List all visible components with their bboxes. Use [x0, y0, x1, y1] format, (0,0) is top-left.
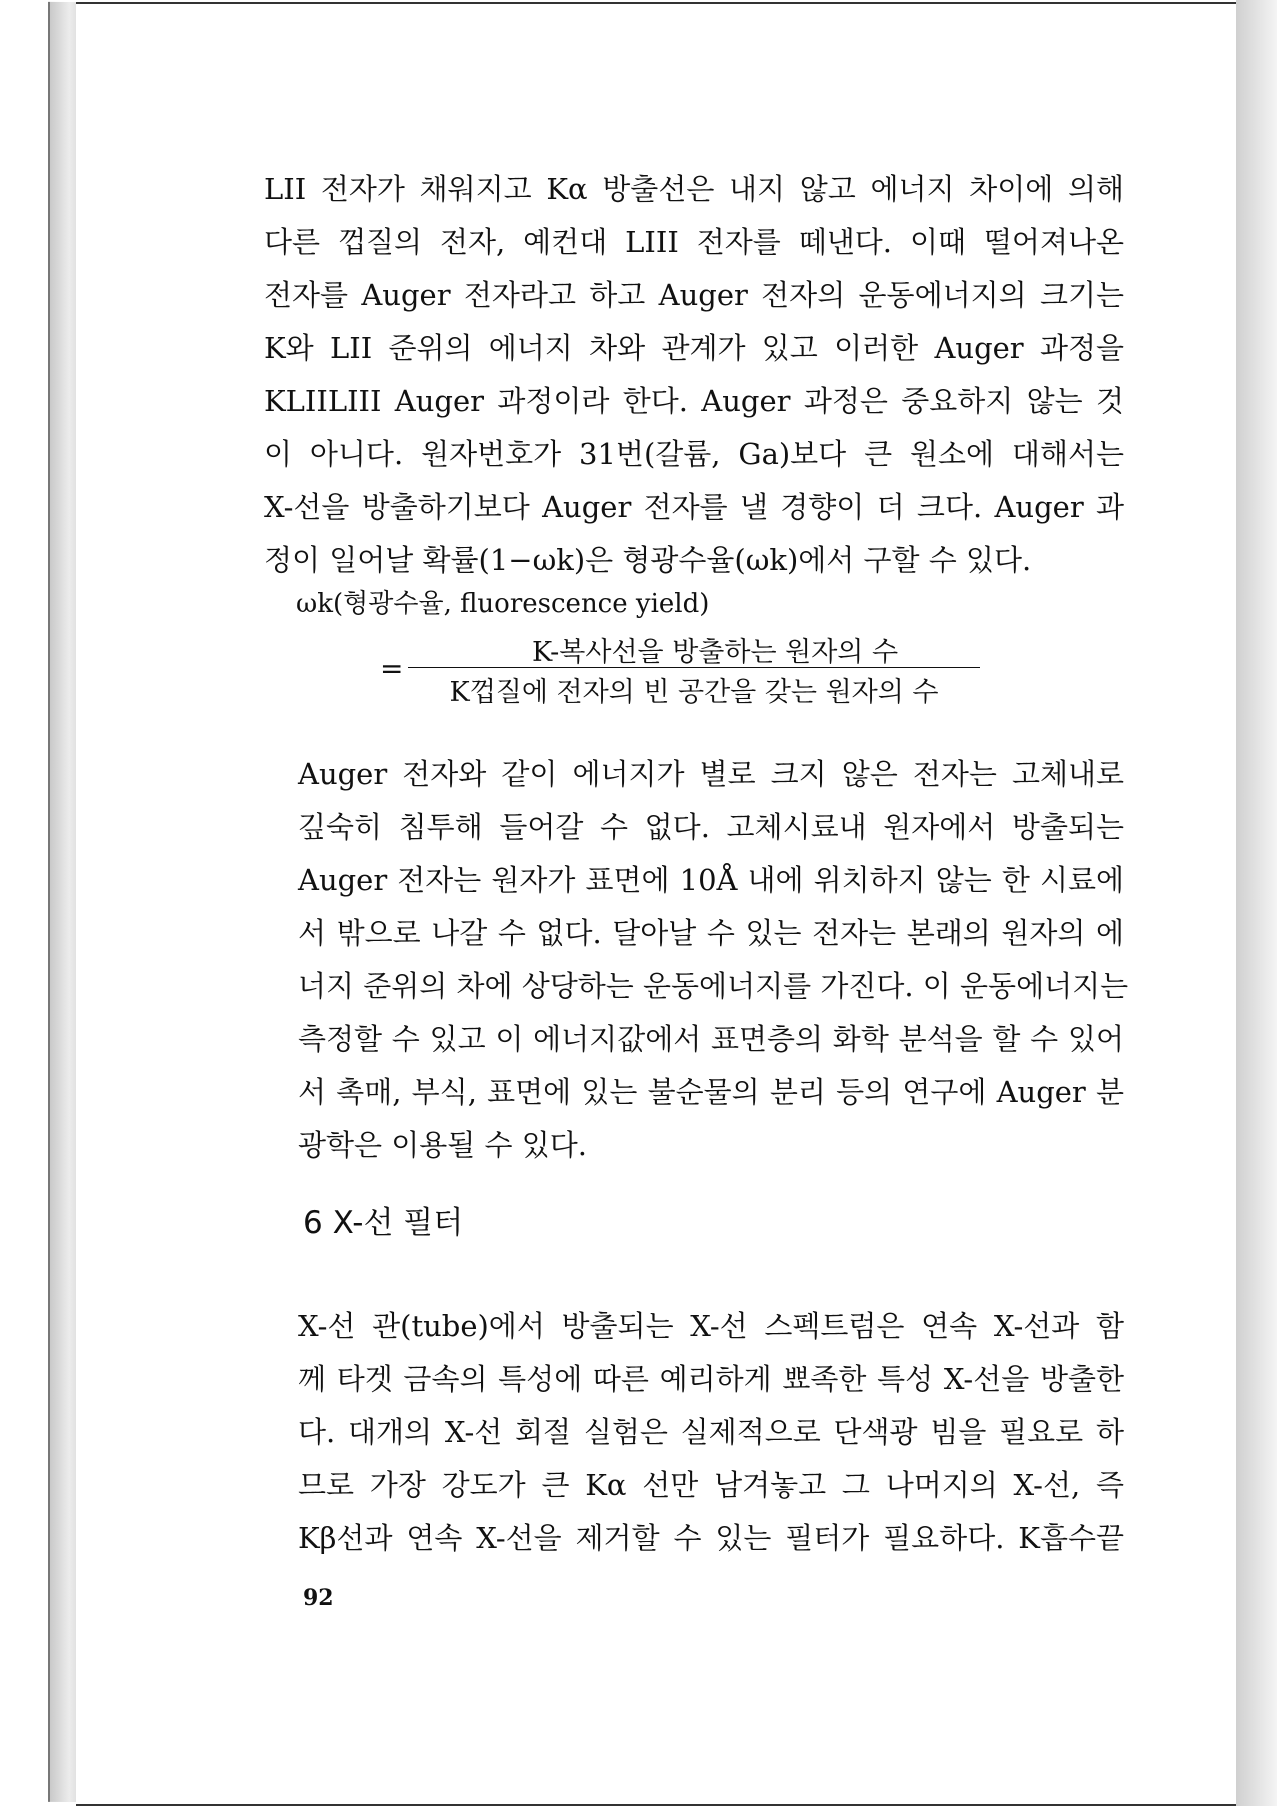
text-line: 정이 일어날 확률(1−ωk)은 형광수율(ωk)에서 구할 수 있다.: [264, 543, 1032, 577]
text-line: X-선 관(tube)에서 방출되는 X-선 스펙트럼은 연속 X-선과 함: [298, 1309, 1124, 1343]
fraction-bar: [408, 667, 980, 668]
paragraph-auger-process: [264, 163, 1124, 587]
page-number: 92: [303, 1585, 334, 1611]
formula-equals: =: [380, 652, 404, 685]
formula-denominator: K껍질에 전자의 빈 공간을 갖는 원자의 수: [449, 677, 939, 708]
text-line: 이 아니다. 원자번호가 31번(갈륨, Ga)보다 큰 원소에 대해서는: [264, 437, 1124, 471]
text-line: KLIILIII Auger 과정이라 한다. Auger 과정은 중요하지 않는 것: [264, 384, 1124, 418]
text-line: Auger 전자와 같이 에너지가 별로 크지 않은 전자는 고체내로: [298, 757, 1124, 791]
text-line: X-선을 방출하기보다 Auger 전자를 낼 경향이 더 크다. Auger 과: [264, 490, 1124, 524]
text-line: 께 타겟 금속의 특성에 따른 예리하게 뾰족한 특성 X-선을 방출한: [298, 1362, 1124, 1396]
text-line: 다른 껍질의 전자, 예컨대 LIII 전자를 떼낸다. 이때 떨어져나온: [264, 225, 1124, 259]
text-line: 전자를 Auger 전자라고 하고 Auger 전자의 운동에너지의 크기는: [264, 278, 1124, 312]
page-edge-shadow: [1236, 0, 1277, 1806]
text-line: K와 LII 준위의 에너지 차와 관계가 있고 이러한 Auger 과정을: [264, 331, 1124, 365]
paragraph-x-ray-filter: [298, 1300, 1124, 1565]
text-line: 너지 준위의 차에 상당하는 운동에너지를 가진다. 이 운동에너지는: [298, 969, 1129, 1003]
text-line: Auger 전자는 원자가 표면에 10Å 내에 위치하지 않는 한 시료에: [298, 863, 1124, 897]
paragraph-auger-electrons: [298, 748, 1129, 1172]
text-line: Kβ선과 연속 X-선을 제거할 수 있는 필터가 필요하다. K흡수끝: [298, 1521, 1124, 1555]
text-line: 측정할 수 있고 이 에너지값에서 표면층의 화학 분석을 할 수 있어: [298, 1022, 1124, 1056]
text-line: LII 전자가 채워지고 Kα 방출선은 내지 않고 에너지 차이에 의해: [264, 172, 1124, 206]
text-line: 서 촉매, 부식, 표면에 있는 불순물의 분리 등의 연구에 Auger 분: [298, 1075, 1124, 1109]
text-line: 다. 대개의 X-선 회절 실험은 실제적으로 단색광 빔을 필요로 하: [298, 1415, 1124, 1449]
formula-label: ωk(형광수율, fluorescence yield): [296, 589, 710, 619]
section-heading: 6 X-선 필터: [303, 1205, 464, 1241]
text-line: 서 밖으로 나갈 수 없다. 달아날 수 있는 전자는 본래의 원자의 에: [298, 916, 1124, 950]
text-line: 깊숙히 침투해 들어갈 수 없다. 고체시료내 원자에서 방출되는: [298, 810, 1124, 844]
formula-numerator: K-복사선을 방출하는 원자의 수: [531, 637, 899, 668]
text-line: 광학은 이용될 수 있다.: [298, 1128, 587, 1162]
text-line: 므로 가장 강도가 큰 Kα 선만 남겨놓고 그 나머지의 X-선, 즉: [298, 1468, 1124, 1502]
